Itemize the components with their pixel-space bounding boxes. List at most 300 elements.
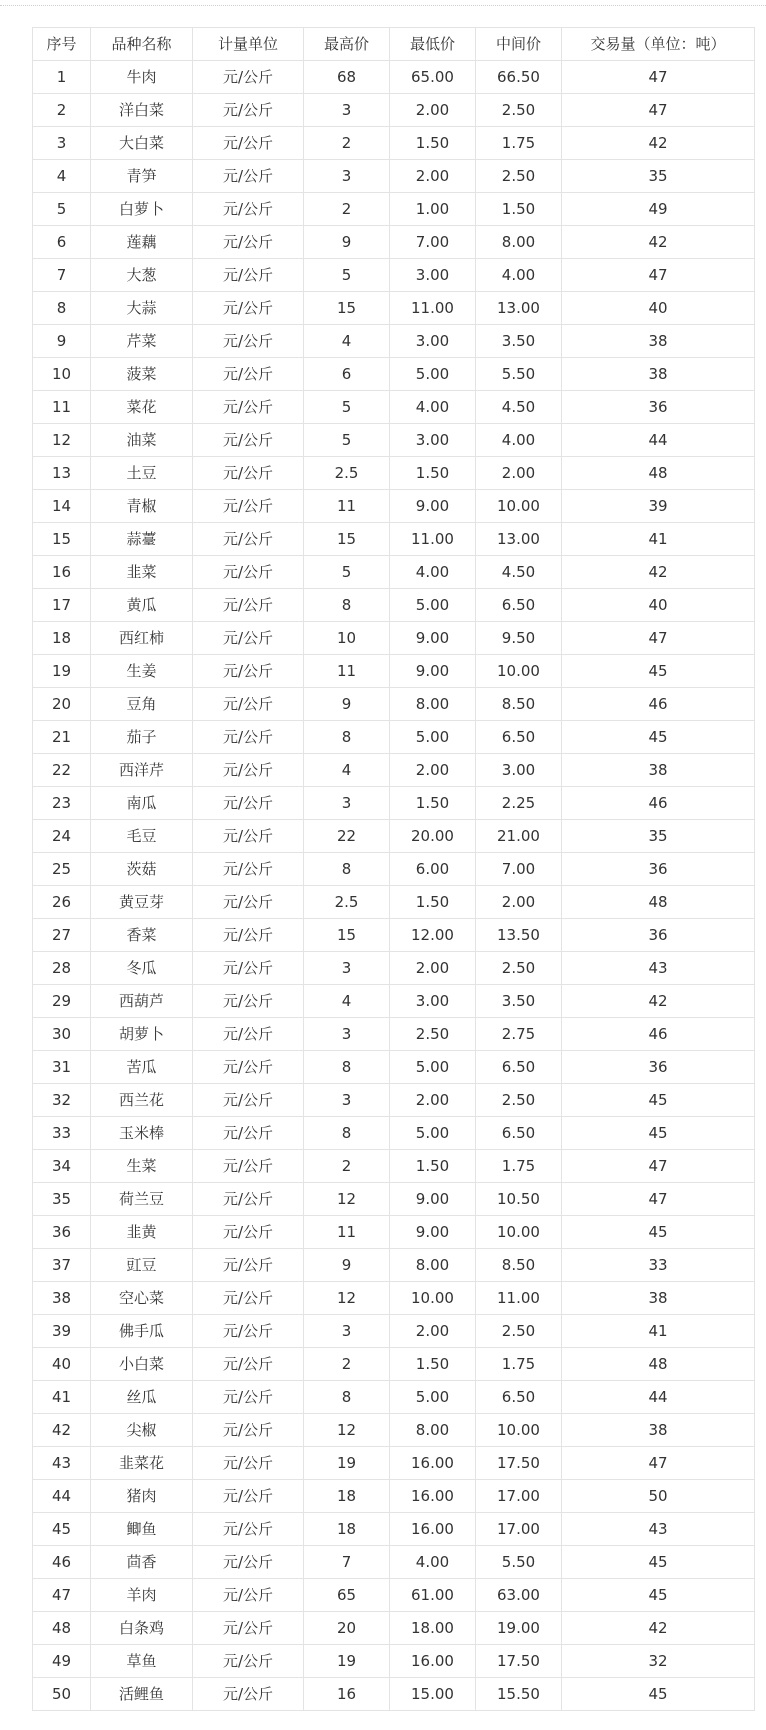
cell-lowest-price: 9.00 (390, 622, 476, 655)
table-row (33, 325, 755, 358)
cell-index: 37 (33, 1249, 91, 1282)
cell-lowest-price: 3.00 (390, 424, 476, 457)
cell-variety-name: 洋白菜 (91, 94, 193, 127)
cell-index: 7 (33, 259, 91, 292)
cell-unit: 元/公斤 (193, 721, 304, 754)
cell-variety-name: 菠菜 (91, 358, 193, 391)
cell-highest-price: 12 (304, 1282, 390, 1315)
cell-index: 22 (33, 754, 91, 787)
cell-trade-volume: 45 (562, 1579, 755, 1612)
cell-variety-name: 鲫鱼 (91, 1513, 193, 1546)
cell-variety-name: 黄瓜 (91, 589, 193, 622)
cell-trade-volume: 45 (562, 1084, 755, 1117)
table-row (33, 721, 755, 754)
cell-unit: 元/公斤 (193, 1150, 304, 1183)
cell-variety-name: 茴香 (91, 1546, 193, 1579)
cell-trade-volume: 38 (562, 754, 755, 787)
cell-index: 23 (33, 787, 91, 820)
cell-unit: 元/公斤 (193, 787, 304, 820)
cell-middle-price: 2.50 (476, 1315, 562, 1348)
table-row (33, 1249, 755, 1282)
cell-unit: 元/公斤 (193, 688, 304, 721)
cell-lowest-price: 1.50 (390, 886, 476, 919)
cell-lowest-price: 8.00 (390, 1414, 476, 1447)
cell-lowest-price: 2.00 (390, 1084, 476, 1117)
table-row (33, 1216, 755, 1249)
cell-variety-name: 白条鸡 (91, 1612, 193, 1645)
cell-trade-volume: 32 (562, 1645, 755, 1678)
cell-variety-name: 苦瓜 (91, 1051, 193, 1084)
cell-trade-volume: 45 (562, 1216, 755, 1249)
cell-unit: 元/公斤 (193, 457, 304, 490)
cell-lowest-price: 5.00 (390, 1117, 476, 1150)
cell-highest-price: 5 (304, 424, 390, 457)
cell-unit: 元/公斤 (193, 622, 304, 655)
cell-trade-volume: 36 (562, 1051, 755, 1084)
cell-trade-volume: 40 (562, 292, 755, 325)
cell-index: 13 (33, 457, 91, 490)
cell-lowest-price: 5.00 (390, 1051, 476, 1084)
table-row (33, 820, 755, 853)
table-row (33, 1612, 755, 1645)
header-lowest-price: 最低价 (390, 28, 476, 61)
header-variety-name: 品种名称 (91, 28, 193, 61)
table-row (33, 886, 755, 919)
cell-highest-price: 2.5 (304, 457, 390, 490)
cell-index: 21 (33, 721, 91, 754)
cell-variety-name: 空心菜 (91, 1282, 193, 1315)
cell-highest-price: 8 (304, 1117, 390, 1150)
cell-middle-price: 1.50 (476, 193, 562, 226)
cell-unit: 元/公斤 (193, 1051, 304, 1084)
cell-lowest-price: 5.00 (390, 589, 476, 622)
cell-lowest-price: 6.00 (390, 853, 476, 886)
cell-lowest-price: 4.00 (390, 556, 476, 589)
cell-trade-volume: 35 (562, 820, 755, 853)
cell-unit: 元/公斤 (193, 1579, 304, 1612)
cell-trade-volume: 42 (562, 127, 755, 160)
header-row (33, 28, 755, 61)
cell-middle-price: 10.00 (476, 1216, 562, 1249)
table-row (33, 1678, 755, 1711)
table-row (33, 688, 755, 721)
cell-variety-name: 芹菜 (91, 325, 193, 358)
cell-index: 17 (33, 589, 91, 622)
cell-lowest-price: 5.00 (390, 721, 476, 754)
cell-index: 42 (33, 1414, 91, 1447)
cell-middle-price: 21.00 (476, 820, 562, 853)
cell-middle-price: 4.00 (476, 259, 562, 292)
price-table (32, 27, 755, 1711)
cell-middle-price: 1.75 (476, 1348, 562, 1381)
cell-variety-name: 毛豆 (91, 820, 193, 853)
cell-unit: 元/公斤 (193, 1645, 304, 1678)
cell-middle-price: 10.50 (476, 1183, 562, 1216)
table-row (33, 1546, 755, 1579)
cell-unit: 元/公斤 (193, 589, 304, 622)
table-row (33, 1315, 755, 1348)
cell-index: 1 (33, 61, 91, 94)
cell-unit: 元/公斤 (193, 1183, 304, 1216)
cell-lowest-price: 2.00 (390, 1315, 476, 1348)
cell-highest-price: 2 (304, 1150, 390, 1183)
cell-lowest-price: 1.00 (390, 193, 476, 226)
cell-trade-volume: 33 (562, 1249, 755, 1282)
cell-variety-name: 西兰花 (91, 1084, 193, 1117)
cell-trade-volume: 44 (562, 1381, 755, 1414)
cell-unit: 元/公斤 (193, 424, 304, 457)
cell-highest-price: 68 (304, 61, 390, 94)
cell-unit: 元/公斤 (193, 292, 304, 325)
cell-trade-volume: 45 (562, 1546, 755, 1579)
cell-index: 40 (33, 1348, 91, 1381)
cell-variety-name: 荷兰豆 (91, 1183, 193, 1216)
header-highest-price: 最高价 (304, 28, 390, 61)
cell-lowest-price: 11.00 (390, 523, 476, 556)
cell-index: 38 (33, 1282, 91, 1315)
cell-variety-name: 莲藕 (91, 226, 193, 259)
cell-variety-name: 豇豆 (91, 1249, 193, 1282)
header-unit: 计量单位 (193, 28, 304, 61)
cell-highest-price: 9 (304, 1249, 390, 1282)
cell-trade-volume: 44 (562, 424, 755, 457)
cell-variety-name: 茨菇 (91, 853, 193, 886)
cell-trade-volume: 47 (562, 1183, 755, 1216)
cell-variety-name: 牛肉 (91, 61, 193, 94)
cell-unit: 元/公斤 (193, 1546, 304, 1579)
cell-highest-price: 3 (304, 160, 390, 193)
table-row (33, 1018, 755, 1051)
cell-highest-price: 11 (304, 655, 390, 688)
cell-index: 2 (33, 94, 91, 127)
cell-lowest-price: 1.50 (390, 1348, 476, 1381)
top-dotted-divider (0, 5, 766, 6)
cell-variety-name: 南瓜 (91, 787, 193, 820)
cell-middle-price: 17.50 (476, 1645, 562, 1678)
cell-lowest-price: 10.00 (390, 1282, 476, 1315)
cell-trade-volume: 47 (562, 94, 755, 127)
cell-lowest-price: 2.00 (390, 754, 476, 787)
cell-index: 29 (33, 985, 91, 1018)
cell-highest-price: 15 (304, 523, 390, 556)
cell-variety-name: 韭菜 (91, 556, 193, 589)
cell-middle-price: 13.00 (476, 292, 562, 325)
cell-index: 35 (33, 1183, 91, 1216)
cell-trade-volume: 38 (562, 1414, 755, 1447)
cell-highest-price: 3 (304, 952, 390, 985)
cell-trade-volume: 50 (562, 1480, 755, 1513)
table-row (33, 1183, 755, 1216)
cell-index: 5 (33, 193, 91, 226)
cell-lowest-price: 2.00 (390, 160, 476, 193)
table-row (33, 424, 755, 457)
cell-variety-name: 西红柿 (91, 622, 193, 655)
cell-variety-name: 小白菜 (91, 1348, 193, 1381)
cell-index: 36 (33, 1216, 91, 1249)
cell-trade-volume: 49 (562, 193, 755, 226)
cell-highest-price: 4 (304, 985, 390, 1018)
cell-variety-name: 猪肉 (91, 1480, 193, 1513)
cell-variety-name: 油菜 (91, 424, 193, 457)
cell-highest-price: 8 (304, 1051, 390, 1084)
cell-index: 48 (33, 1612, 91, 1645)
cell-trade-volume: 40 (562, 589, 755, 622)
cell-trade-volume: 45 (562, 655, 755, 688)
cell-index: 9 (33, 325, 91, 358)
table-row (33, 952, 755, 985)
cell-highest-price: 8 (304, 721, 390, 754)
cell-lowest-price: 5.00 (390, 1381, 476, 1414)
cell-trade-volume: 43 (562, 1513, 755, 1546)
cell-highest-price: 3 (304, 94, 390, 127)
table-row (33, 1579, 755, 1612)
cell-unit: 元/公斤 (193, 919, 304, 952)
cell-lowest-price: 3.00 (390, 985, 476, 1018)
cell-variety-name: 韭黄 (91, 1216, 193, 1249)
table-row (33, 1645, 755, 1678)
cell-variety-name: 活鲤鱼 (91, 1678, 193, 1711)
cell-lowest-price: 20.00 (390, 820, 476, 853)
cell-trade-volume: 43 (562, 952, 755, 985)
cell-trade-volume: 38 (562, 1282, 755, 1315)
table-row (33, 358, 755, 391)
table-row (33, 1117, 755, 1150)
table-row (33, 457, 755, 490)
cell-lowest-price: 9.00 (390, 1216, 476, 1249)
table-row (33, 853, 755, 886)
cell-trade-volume: 48 (562, 886, 755, 919)
cell-trade-volume: 41 (562, 523, 755, 556)
cell-highest-price: 3 (304, 1018, 390, 1051)
cell-lowest-price: 12.00 (390, 919, 476, 952)
cell-trade-volume: 42 (562, 985, 755, 1018)
cell-trade-volume: 47 (562, 1447, 755, 1480)
cell-unit: 元/公斤 (193, 1348, 304, 1381)
cell-unit: 元/公斤 (193, 193, 304, 226)
cell-lowest-price: 1.50 (390, 1150, 476, 1183)
cell-unit: 元/公斤 (193, 1249, 304, 1282)
cell-highest-price: 2 (304, 193, 390, 226)
cell-middle-price: 17.50 (476, 1447, 562, 1480)
cell-highest-price: 8 (304, 589, 390, 622)
table-header (33, 28, 755, 61)
cell-middle-price: 3.00 (476, 754, 562, 787)
cell-unit: 元/公斤 (193, 226, 304, 259)
cell-highest-price: 19 (304, 1447, 390, 1480)
cell-unit: 元/公斤 (193, 1513, 304, 1546)
cell-trade-volume: 47 (562, 1150, 755, 1183)
cell-highest-price: 15 (304, 919, 390, 952)
cell-index: 4 (33, 160, 91, 193)
cell-variety-name: 韭菜花 (91, 1447, 193, 1480)
cell-middle-price: 63.00 (476, 1579, 562, 1612)
cell-highest-price: 4 (304, 325, 390, 358)
cell-highest-price: 4 (304, 754, 390, 787)
cell-lowest-price: 11.00 (390, 292, 476, 325)
cell-highest-price: 2.5 (304, 886, 390, 919)
cell-variety-name: 羊肉 (91, 1579, 193, 1612)
cell-highest-price: 65 (304, 1579, 390, 1612)
cell-lowest-price: 16.00 (390, 1513, 476, 1546)
cell-lowest-price: 16.00 (390, 1447, 476, 1480)
cell-middle-price: 4.50 (476, 556, 562, 589)
cell-middle-price: 6.50 (476, 1381, 562, 1414)
cell-lowest-price: 8.00 (390, 1249, 476, 1282)
cell-highest-price: 3 (304, 787, 390, 820)
cell-variety-name: 蒜薹 (91, 523, 193, 556)
cell-highest-price: 11 (304, 490, 390, 523)
cell-lowest-price: 16.00 (390, 1645, 476, 1678)
cell-variety-name: 西葫芦 (91, 985, 193, 1018)
table-row (33, 391, 755, 424)
cell-index: 45 (33, 1513, 91, 1546)
table-row (33, 1381, 755, 1414)
cell-unit: 元/公斤 (193, 1315, 304, 1348)
cell-variety-name: 生菜 (91, 1150, 193, 1183)
cell-middle-price: 13.00 (476, 523, 562, 556)
cell-lowest-price: 9.00 (390, 655, 476, 688)
cell-middle-price: 19.00 (476, 1612, 562, 1645)
table-row (33, 655, 755, 688)
cell-unit: 元/公斤 (193, 160, 304, 193)
table-row (33, 127, 755, 160)
cell-trade-volume: 46 (562, 688, 755, 721)
cell-unit: 元/公斤 (193, 61, 304, 94)
cell-index: 26 (33, 886, 91, 919)
cell-unit: 元/公斤 (193, 556, 304, 589)
cell-highest-price: 5 (304, 391, 390, 424)
table-row (33, 160, 755, 193)
cell-lowest-price: 2.00 (390, 952, 476, 985)
cell-index: 20 (33, 688, 91, 721)
cell-unit: 元/公斤 (193, 1282, 304, 1315)
table-row (33, 1480, 755, 1513)
table-row (33, 1513, 755, 1546)
cell-middle-price: 15.50 (476, 1678, 562, 1711)
cell-variety-name: 胡萝卜 (91, 1018, 193, 1051)
cell-middle-price: 3.50 (476, 325, 562, 358)
cell-highest-price: 19 (304, 1645, 390, 1678)
cell-index: 3 (33, 127, 91, 160)
cell-middle-price: 4.50 (476, 391, 562, 424)
cell-middle-price: 2.00 (476, 457, 562, 490)
cell-trade-volume: 42 (562, 1612, 755, 1645)
cell-unit: 元/公斤 (193, 1117, 304, 1150)
cell-trade-volume: 48 (562, 1348, 755, 1381)
cell-highest-price: 15 (304, 292, 390, 325)
cell-trade-volume: 46 (562, 1018, 755, 1051)
table-row (33, 94, 755, 127)
cell-unit: 元/公斤 (193, 259, 304, 292)
cell-highest-price: 2 (304, 127, 390, 160)
cell-unit: 元/公斤 (193, 1018, 304, 1051)
cell-unit: 元/公斤 (193, 1381, 304, 1414)
cell-lowest-price: 2.00 (390, 94, 476, 127)
cell-variety-name: 青笋 (91, 160, 193, 193)
cell-index: 46 (33, 1546, 91, 1579)
cell-index: 47 (33, 1579, 91, 1612)
cell-highest-price: 20 (304, 1612, 390, 1645)
cell-unit: 元/公斤 (193, 523, 304, 556)
cell-highest-price: 12 (304, 1183, 390, 1216)
header-index: 序号 (33, 28, 91, 61)
cell-middle-price: 66.50 (476, 61, 562, 94)
cell-highest-price: 10 (304, 622, 390, 655)
cell-unit: 元/公斤 (193, 1678, 304, 1711)
cell-variety-name: 大葱 (91, 259, 193, 292)
cell-index: 15 (33, 523, 91, 556)
table-row (33, 589, 755, 622)
table-row (33, 985, 755, 1018)
cell-lowest-price: 5.00 (390, 358, 476, 391)
table-row (33, 754, 755, 787)
cell-lowest-price: 16.00 (390, 1480, 476, 1513)
cell-variety-name: 草鱼 (91, 1645, 193, 1678)
cell-variety-name: 豆角 (91, 688, 193, 721)
cell-highest-price: 8 (304, 1381, 390, 1414)
cell-middle-price: 6.50 (476, 1051, 562, 1084)
table-row (33, 292, 755, 325)
cell-unit: 元/公斤 (193, 1447, 304, 1480)
cell-index: 18 (33, 622, 91, 655)
table-row (33, 226, 755, 259)
cell-trade-volume: 47 (562, 259, 755, 292)
cell-unit: 元/公斤 (193, 655, 304, 688)
table-row (33, 1150, 755, 1183)
cell-lowest-price: 4.00 (390, 391, 476, 424)
cell-index: 49 (33, 1645, 91, 1678)
cell-middle-price: 6.50 (476, 721, 562, 754)
table-row (33, 259, 755, 292)
cell-middle-price: 5.50 (476, 358, 562, 391)
table-row (33, 193, 755, 226)
table-body (33, 61, 755, 1711)
cell-lowest-price: 3.00 (390, 325, 476, 358)
cell-variety-name: 土豆 (91, 457, 193, 490)
cell-unit: 元/公斤 (193, 754, 304, 787)
cell-highest-price: 7 (304, 1546, 390, 1579)
cell-index: 25 (33, 853, 91, 886)
header-trade-volume: 交易量（单位：吨） (562, 28, 755, 61)
cell-variety-name: 茄子 (91, 721, 193, 754)
cell-variety-name: 西洋芹 (91, 754, 193, 787)
table-row (33, 1348, 755, 1381)
cell-variety-name: 冬瓜 (91, 952, 193, 985)
table-row (33, 919, 755, 952)
table-row (33, 622, 755, 655)
cell-trade-volume: 36 (562, 853, 755, 886)
cell-index: 44 (33, 1480, 91, 1513)
table-row (33, 1447, 755, 1480)
cell-middle-price: 2.25 (476, 787, 562, 820)
cell-unit: 元/公斤 (193, 1084, 304, 1117)
cell-unit: 元/公斤 (193, 127, 304, 160)
cell-highest-price: 16 (304, 1678, 390, 1711)
cell-unit: 元/公斤 (193, 1480, 304, 1513)
cell-middle-price: 1.75 (476, 1150, 562, 1183)
cell-unit: 元/公斤 (193, 1216, 304, 1249)
cell-index: 41 (33, 1381, 91, 1414)
cell-variety-name: 黄豆芽 (91, 886, 193, 919)
cell-lowest-price: 18.00 (390, 1612, 476, 1645)
cell-index: 28 (33, 952, 91, 985)
cell-highest-price: 11 (304, 1216, 390, 1249)
cell-highest-price: 18 (304, 1480, 390, 1513)
cell-unit: 元/公斤 (193, 853, 304, 886)
cell-highest-price: 12 (304, 1414, 390, 1447)
cell-middle-price: 8.50 (476, 688, 562, 721)
cell-index: 34 (33, 1150, 91, 1183)
